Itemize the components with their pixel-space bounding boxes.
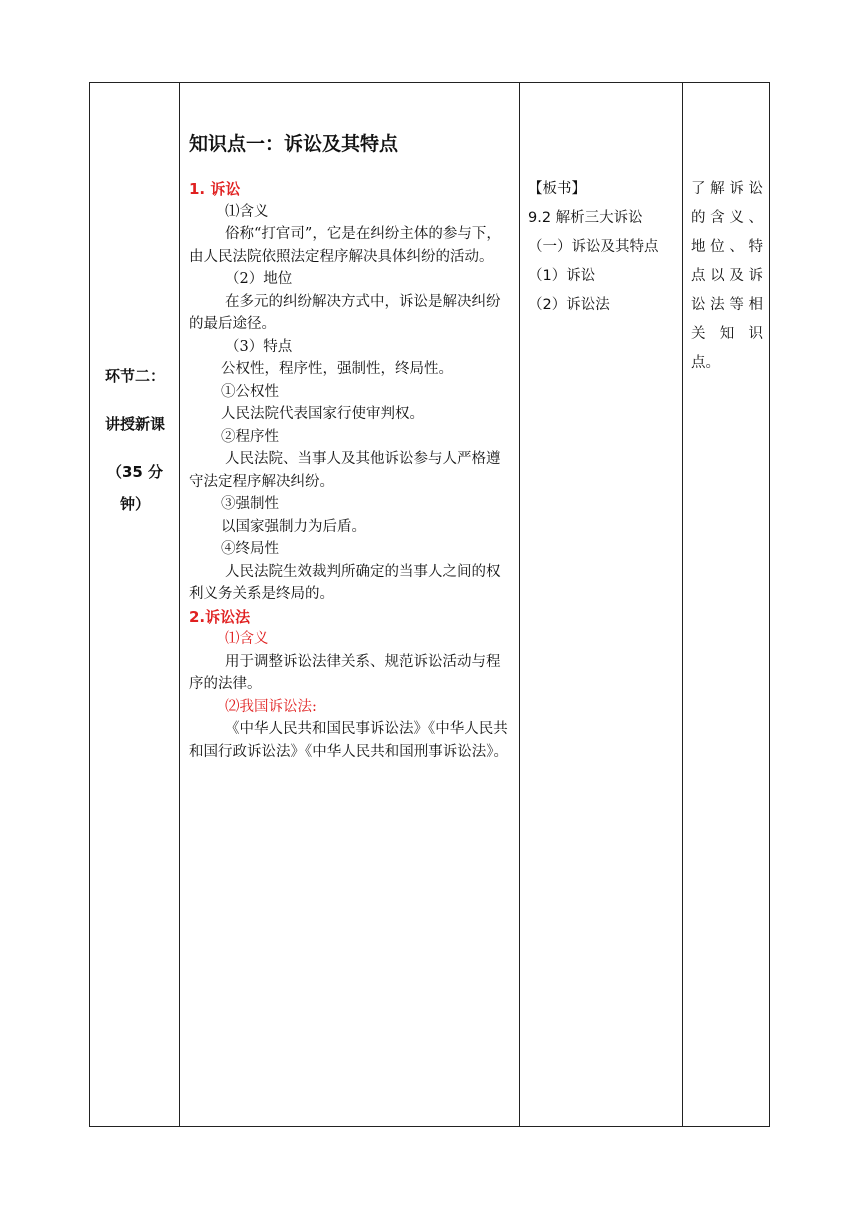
feature-4-text: 人民法院生效裁判所确定的当事人之间的权利义务关系是终局的。: [189, 563, 501, 602]
procedure-law-heading: 2.诉讼法: [189, 607, 251, 626]
feature-3-label: ③强制性: [221, 496, 279, 512]
litigation-meaning-text: 俗称“打官司”，它是在纠纷主体的参与下，由人民法院依照法定程序解决具体纠纷的活动。: [189, 226, 501, 265]
section-cell: [90, 363, 180, 517]
feature-2-label: ②程序性: [221, 428, 279, 445]
section-duration-unit: 钟）: [119, 495, 150, 513]
goal-cell: [691, 175, 763, 378]
content-cell: [189, 131, 514, 763]
litigation-meaning-label: ⑴含义: [225, 203, 269, 220]
lesson-table: [89, 82, 770, 1127]
board-line-2: （一）诉讼及其特点: [528, 239, 659, 255]
procedure-law-meaning-text: 用于调整诉讼法律关系、规范诉讼活动与程序的法律。: [189, 653, 501, 692]
board-cell: [528, 175, 678, 320]
feature-3-text: 以国家强制力为后盾。: [221, 518, 366, 535]
board-line-1: 9.2 解析三大诉讼: [528, 210, 643, 226]
section-name: 讲授新课: [104, 415, 165, 433]
litigation-feature-label: （3）特点: [225, 338, 293, 355]
litigation-status-label: （2）地位: [225, 271, 293, 287]
procedure-law-list-text: 《中华人民共和国民事诉讼法》《中华人民共和国行政诉讼法》《中华人民共和国刑事诉讼法》。: [189, 721, 508, 760]
knowledge-point-title: 知识点一：诉讼及其特点: [189, 133, 399, 155]
goal-text: 了解诉讼的含义、地位、特点以及诉讼法等相关知识点。: [691, 181, 763, 371]
section-label: 环节二：: [104, 367, 165, 385]
litigation-feature-text: 公权性，程序性，强制性，终局性。: [221, 361, 453, 377]
section-duration: （35 分: [106, 463, 164, 481]
board-line-3: （1）诉讼: [528, 268, 596, 284]
feature-1-text: 人民法院代表国家行使审判权。: [221, 406, 424, 422]
column-divider: [179, 83, 180, 1126]
litigation-heading: 1. 诉讼: [189, 180, 241, 198]
feature-2-text: 人民法院、当事人及其他诉讼参与人严格遵守法定程序解决纠纷。: [189, 451, 501, 490]
board-line-4: （2）诉讼法: [528, 297, 610, 313]
column-divider: [682, 83, 683, 1126]
board-label: 【板书】: [528, 181, 586, 197]
feature-1-label: ①公权性: [221, 383, 279, 400]
procedure-law-list-label: ⑵我国诉讼法:: [225, 698, 317, 715]
feature-4-label: ④终局性: [221, 541, 279, 557]
procedure-law-meaning-label: ⑴含义: [225, 631, 269, 647]
column-divider: [519, 83, 520, 1126]
litigation-status-text: 在多元的纠纷解决方式中，诉讼是解决纠纷的最后途径。: [189, 293, 501, 332]
